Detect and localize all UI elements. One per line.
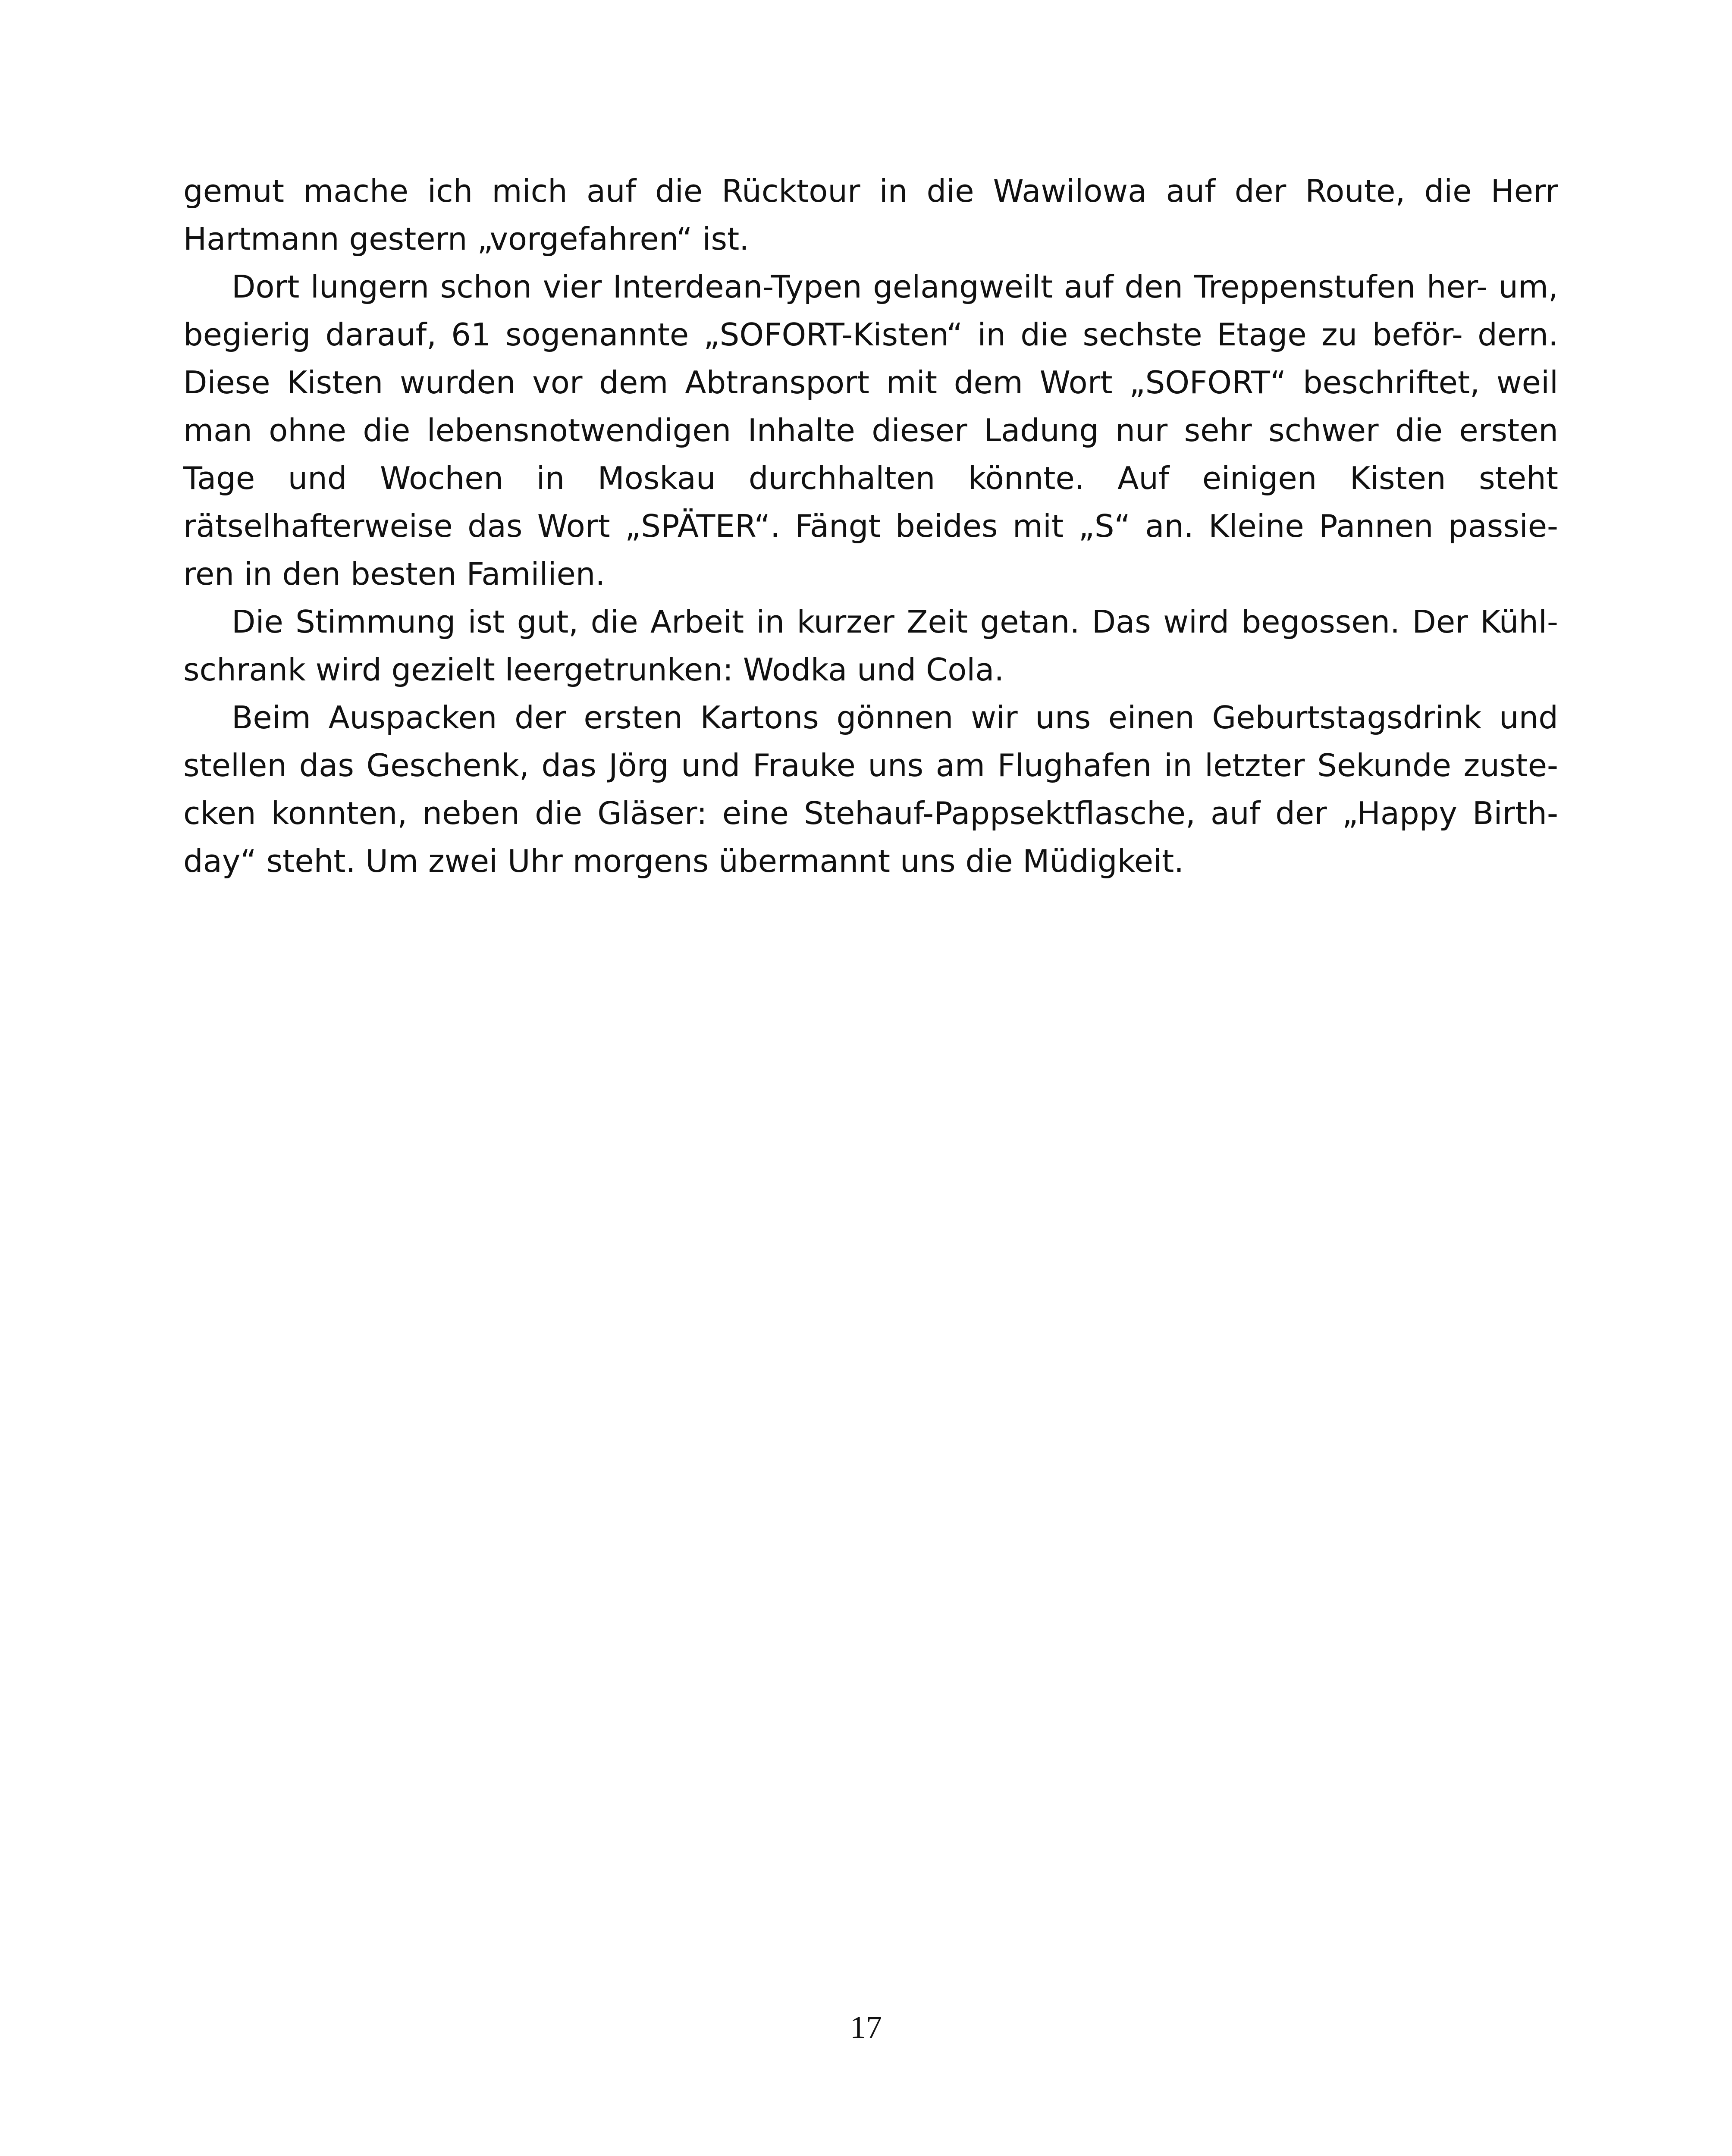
body-text bbox=[183, 167, 1558, 885]
text-line: Dort lungern schon vier Interdean-Typen gelangweilt auf den Treppenstufen her- bbox=[232, 269, 1487, 305]
paragraph bbox=[183, 263, 1558, 598]
text-line: Hartmann gestern „vorgefahren“ ist. bbox=[183, 221, 750, 257]
text-line: stellen das Geschenk, das Jörg und Frauke uns am Flughafen in letzter Sekunde zuste- bbox=[183, 747, 1558, 783]
text-line: um, begierig darauf, 61 sogenannte „SOFORT-Kisten“ in die sechste Etage zu beför- bbox=[183, 269, 1558, 353]
text-line: Beim Auspacken der ersten Kartons gönnen wir uns einen Geburtstagsdrink und bbox=[232, 699, 1558, 736]
text-line: day“ steht. Um zwei Uhr morgens übermannt uns die Müdigkeit. bbox=[183, 843, 1184, 879]
paragraph bbox=[183, 167, 1558, 263]
paragraph bbox=[183, 598, 1558, 694]
text-line: ersten Tage und Wochen in Moskau durchhalten könnte. Auf einigen Kisten steht bbox=[183, 412, 1558, 496]
text-line: Die Stimmung ist gut, die Arbeit in kurzer Zeit getan. Das wird begossen. Der Kühl- bbox=[232, 604, 1558, 640]
text-line: weil man ohne die lebensnotwendigen Inhalte dieser Ladung nur sehr schwer die bbox=[183, 364, 1558, 448]
text-line: gemut mache ich mich auf die Rücktour in die Wawilowa auf der Route, die Herr bbox=[183, 173, 1558, 209]
text-line: ren in den besten Familien. bbox=[183, 556, 606, 592]
text-line: cken konnten, neben die Gläser: eine Stehauf-Pappsektflasche, auf der „Happy Birth- bbox=[183, 795, 1558, 831]
text-line: schrank wird gezielt leergetrunken: Wodka und Cola. bbox=[183, 652, 1004, 688]
page-number: 17 bbox=[850, 2010, 882, 2045]
text-line: dern. Diese Kisten wurden vor dem Abtransport mit dem Wort „SOFORT“ beschriftet, bbox=[183, 317, 1559, 401]
paragraph bbox=[183, 694, 1558, 885]
text-line: rätselhafterweise das Wort „SPÄTER“. Fängt beides mit „S“ an. Kleine Pannen passie- bbox=[183, 508, 1558, 544]
